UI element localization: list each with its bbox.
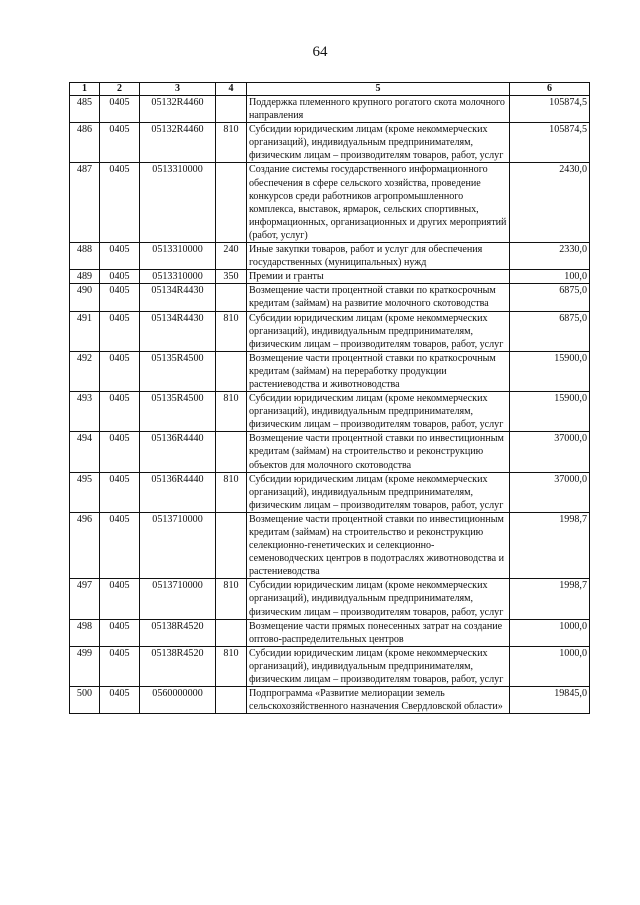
item-name-cell: Субсидии юридическим лицам (кроме некоммерческих организаций), индивидуальным предпринимателям, физическим лицам – производителям товаров, работ, услуг [247, 392, 510, 432]
item-name-cell: Подпрограмма «Развитие мелиорации земель сельскохозяйственного назначения Свердловской области» [247, 687, 510, 714]
header-col-2: 2 [100, 83, 140, 96]
expense-type-cell [216, 432, 247, 472]
section-code-cell: 0405 [100, 163, 140, 243]
target-code-cell: 05134R4430 [140, 284, 216, 311]
target-code-cell: 0560000000 [140, 687, 216, 714]
row-number-cell: 498 [70, 619, 100, 646]
page-number: 64 [312, 44, 328, 60]
header-col-3: 3 [140, 83, 216, 96]
row-number-cell: 500 [70, 687, 100, 714]
target-code-cell: 05135R4500 [140, 392, 216, 432]
amount-cell: 1000,0 [510, 646, 590, 686]
table-row [70, 512, 590, 578]
item-name-cell: Субсидии юридическим лицам (кроме некоммерческих организаций), индивидуальным предпринимателям, физическим лицам – производителям товаров, работ, услуг [247, 123, 510, 163]
target-code-cell: 0513710000 [140, 512, 216, 578]
table-row [70, 392, 590, 432]
row-number-cell: 492 [70, 351, 100, 391]
header-row [70, 83, 590, 96]
target-code-cell: 0513710000 [140, 579, 216, 619]
expense-type-cell: 240 [216, 243, 247, 270]
item-name-cell: Субсидии юридическим лицам (кроме некоммерческих организаций), индивидуальным предпринимателям, физическим лицам – производителям товаров, работ, услуг [247, 579, 510, 619]
section-code-cell: 0405 [100, 646, 140, 686]
section-code-cell: 0405 [100, 392, 140, 432]
amount-cell: 37000,0 [510, 472, 590, 512]
row-number-cell: 499 [70, 646, 100, 686]
table-row [70, 472, 590, 512]
table-row [70, 687, 590, 714]
row-number-cell: 493 [70, 392, 100, 432]
row-number-cell: 490 [70, 284, 100, 311]
section-code-cell: 0405 [100, 243, 140, 270]
table-row [70, 351, 590, 391]
target-code-cell: 05136R4440 [140, 472, 216, 512]
table-row [70, 96, 590, 123]
row-number-cell: 491 [70, 311, 100, 351]
amount-cell: 1998,7 [510, 579, 590, 619]
item-name-cell: Возмещение части процентной ставки по краткосрочным кредитам (займам) на развитие молочного скотоводства [247, 284, 510, 311]
target-code-cell: 05138R4520 [140, 646, 216, 686]
header-col-4: 4 [216, 83, 247, 96]
expense-type-cell [216, 96, 247, 123]
amount-cell: 6875,0 [510, 284, 590, 311]
row-number-cell: 494 [70, 432, 100, 472]
row-number-cell: 487 [70, 163, 100, 243]
expense-type-cell [216, 687, 247, 714]
row-number-cell: 497 [70, 579, 100, 619]
amount-cell: 2430,0 [510, 163, 590, 243]
item-name-cell: Субсидии юридическим лицам (кроме некоммерческих организаций), индивидуальным предпринимателям, физическим лицам – производителям товаров, работ, услуг [247, 472, 510, 512]
section-code-cell: 0405 [100, 96, 140, 123]
item-name-cell: Возмещение части процентной ставки по инвестиционным кредитам (займам) на строительство и реконструкцию селекционно-генетических и селекционно-семеноводческих центров в подотраслях животноводства и растениеводства [247, 512, 510, 578]
header-col-6: 6 [510, 83, 590, 96]
section-code-cell: 0405 [100, 687, 140, 714]
item-name-cell: Премии и гранты [247, 270, 510, 284]
table-row [70, 163, 590, 243]
expense-type-cell [216, 512, 247, 578]
section-code-cell: 0405 [100, 123, 140, 163]
target-code-cell: 05132R4460 [140, 123, 216, 163]
target-code-cell: 0513310000 [140, 270, 216, 284]
section-code-cell: 0405 [100, 432, 140, 472]
amount-cell: 1998,7 [510, 512, 590, 578]
section-code-cell: 0405 [100, 512, 140, 578]
table-row [70, 284, 590, 311]
item-name-cell: Возмещение части прямых понесенных затрат на создание оптово-распределительных центров [247, 619, 510, 646]
target-code-cell: 05132R4460 [140, 96, 216, 123]
table-row [70, 243, 590, 270]
row-number-cell: 489 [70, 270, 100, 284]
section-code-cell: 0405 [100, 311, 140, 351]
amount-cell: 37000,0 [510, 432, 590, 472]
section-code-cell: 0405 [100, 472, 140, 512]
target-code-cell: 0513310000 [140, 243, 216, 270]
expense-type-cell: 810 [216, 392, 247, 432]
expense-type-cell: 810 [216, 123, 247, 163]
item-name-cell: Иные закупки товаров, работ и услуг для обеспечения государственных (муниципальных) нужд [247, 243, 510, 270]
budget-table [69, 82, 590, 714]
expense-type-cell: 810 [216, 646, 247, 686]
table-row [70, 619, 590, 646]
item-name-cell: Субсидии юридическим лицам (кроме некоммерческих организаций), индивидуальным предпринимателям, физическим лицам – производителям товаров, работ, услуг [247, 311, 510, 351]
table-row [70, 123, 590, 163]
section-code-cell: 0405 [100, 284, 140, 311]
expense-type-cell [216, 163, 247, 243]
expense-type-cell [216, 351, 247, 391]
table-row [70, 432, 590, 472]
target-code-cell: 05134R4430 [140, 311, 216, 351]
table-row [70, 579, 590, 619]
target-code-cell: 05138R4520 [140, 619, 216, 646]
section-code-cell: 0405 [100, 270, 140, 284]
target-code-cell: 05136R4440 [140, 432, 216, 472]
expense-type-cell: 810 [216, 472, 247, 512]
header-col-5: 5 [247, 83, 510, 96]
row-number-cell: 485 [70, 96, 100, 123]
table-row [70, 311, 590, 351]
expense-type-cell: 350 [216, 270, 247, 284]
amount-cell: 100,0 [510, 270, 590, 284]
amount-cell: 105874,5 [510, 123, 590, 163]
table-row [70, 270, 590, 284]
item-name-cell: Поддержка племенного крупного рогатого скота молочного направления [247, 96, 510, 123]
amount-cell: 19845,0 [510, 687, 590, 714]
item-name-cell: Создание системы государственного информационного обеспечения в сфере сельского хозяйства, проведение конкурсов среди работников агропромышленного комплекса, выставок, ярмарок, сельских спортивных, информационных, организационных и других мероприятий (работ, услуг) [247, 163, 510, 243]
amount-cell: 6875,0 [510, 311, 590, 351]
target-code-cell: 05135R4500 [140, 351, 216, 391]
amount-cell: 105874,5 [510, 96, 590, 123]
amount-cell: 1000,0 [510, 619, 590, 646]
item-name-cell: Возмещение части процентной ставки по инвестиционным кредитам (займам) на строительство и реконструкцию объектов для молочного скотоводства [247, 432, 510, 472]
expense-type-cell: 810 [216, 579, 247, 619]
row-number-cell: 488 [70, 243, 100, 270]
amount-cell: 2330,0 [510, 243, 590, 270]
item-name-cell: Субсидии юридическим лицам (кроме некоммерческих организаций), индивидуальным предпринимателям, физическим лицам – производителям товаров, работ, услуг [247, 646, 510, 686]
row-number-cell: 495 [70, 472, 100, 512]
section-code-cell: 0405 [100, 351, 140, 391]
table-row [70, 646, 590, 686]
expense-type-cell [216, 284, 247, 311]
expense-type-cell: 810 [216, 311, 247, 351]
row-number-cell: 486 [70, 123, 100, 163]
section-code-cell: 0405 [100, 579, 140, 619]
target-code-cell: 0513310000 [140, 163, 216, 243]
expense-type-cell [216, 619, 247, 646]
header-col-1: 1 [70, 83, 100, 96]
row-number-cell: 496 [70, 512, 100, 578]
amount-cell: 15900,0 [510, 351, 590, 391]
section-code-cell: 0405 [100, 619, 140, 646]
item-name-cell: Возмещение части процентной ставки по краткосрочным кредитам (займам) на переработку продукции растениеводства и животноводства [247, 351, 510, 391]
amount-cell: 15900,0 [510, 392, 590, 432]
